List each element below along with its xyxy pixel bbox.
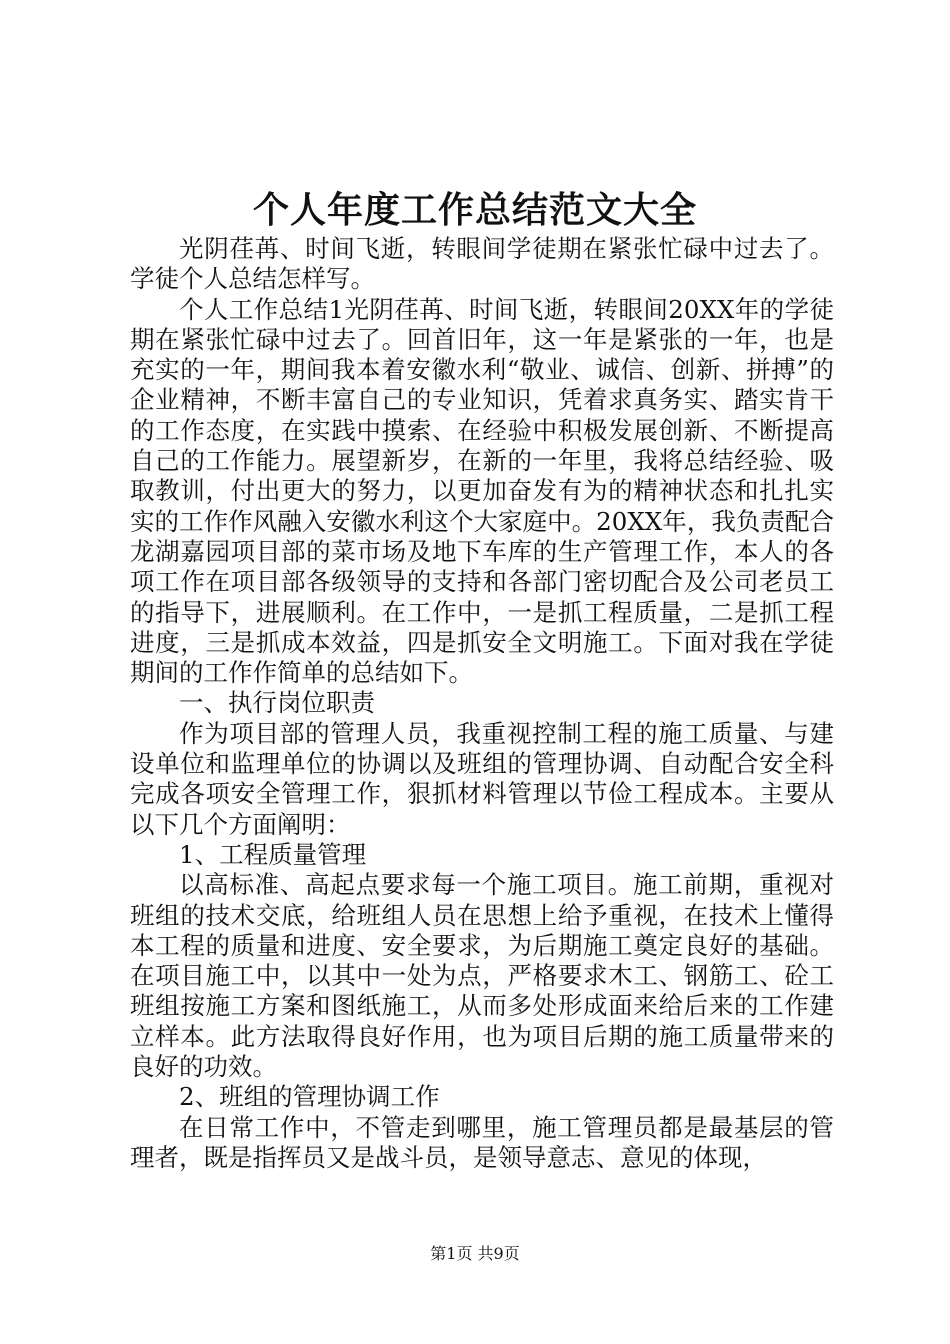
paragraph-duties: 作为项目部的管理人员，我重视控制工程的施工质量、与建设单位和监理单位的协调以及班组的管理协调、自动配合安全科完成各项安全管理工作，狠抓材料管理以节俭工程成本。主要从以下几个方面阐明：: [130, 718, 834, 839]
page-number-footer: 第1页 共9页: [430, 1244, 520, 1263]
subheading-team: 2、班组的管理协调工作: [179, 1082, 440, 1112]
paragraph-intro: 光阴荏苒、时间飞逝，转眼间学徒期在紧张忙碌中过去了。学徒个人总结怎样写。: [130, 234, 834, 294]
subheading-quality: 1、工程质量管理: [179, 839, 367, 869]
paragraph-summary-1: 个人工作总结1光阴荏苒、时间飞逝，转眼间20XX年的学徒期在紧张忙碌中过去了。回首旧年，这一年是紧张的一年，也是充实的一年，期间我本着安徽水利“敬业、诚信、创新、拼搏”的企业精神，不断丰富自己的专业知识，凭着求真务实、踏实肯干的工作态度，在实践中摸索、在经验中积极发展创新、不断提高自己的工作能力。展望新岁，在新的一年里，我将总结经验、吸取教训，付出更大的努力，以更加奋发有为的精神状态和扎扎实实的工作作风融入安徽水利这个大家庭中。20XX年，我负责配合龙湖嘉园项目部的菜市场及地下车库的生产管理工作，本人的各项工作在项目部各级领导的支持和各部门密切配合及公司老员工的指导下，进展顺利。在工作中，一是抓工程质量，二是抓工程进度，三是抓成本效益，四是抓安全文明施工。下面对我在学徒期间的工作作简单的总结如下。: [130, 294, 834, 688]
paragraph-team: 在日常工作中，不管走到哪里，施工管理员都是最基层的管理者，既是指挥员又是战斗员，是领导意志、意见的体现，: [130, 1112, 834, 1172]
paragraph-quality: 以高标准、高起点要求每一个施工项目。施工前期，重视对班组的技术交底，给班组人员在思想上给予重视，在技术上懂得本工程的质量和进度、安全要求，为后期施工奠定良好的基础。在项目施工中，以其中一处为点，严格要求木工、钢筋工、砼工班组按施工方案和图纸施工，从而多处形成面来给后来的工作建立样本。此方法取得良好作用，也为项目后期的施工质量带来的良好的功效。: [130, 870, 834, 1082]
document-title: 个人年度工作总结范文大全: [252, 189, 697, 231]
section-heading-duties: 一、执行岗位职责: [179, 688, 375, 718]
document-body: [130, 234, 834, 1173]
